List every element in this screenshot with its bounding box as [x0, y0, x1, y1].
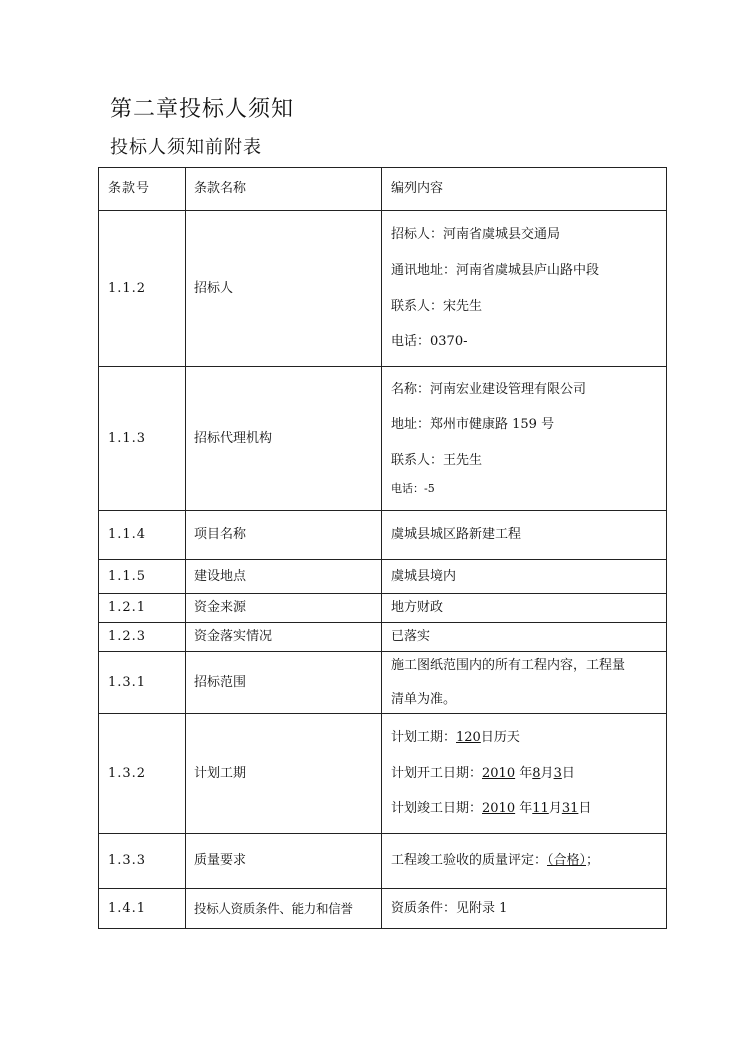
- clause-no: 1.1.3: [99, 367, 186, 511]
- clause-content: 虞城县境内: [382, 560, 667, 594]
- clause-no: 1.3.1: [99, 652, 186, 714]
- clause-content: [382, 211, 667, 367]
- clause-no: 1.2.1: [99, 594, 186, 623]
- clause-no: 1.3.3: [99, 834, 186, 889]
- content-line: 通讯地址：河南省虞城县庐山路中段: [391, 262, 600, 278]
- table-title: 投标人须知前附表: [110, 137, 262, 158]
- content-line: 联系人：王先生: [391, 452, 483, 468]
- clause-content: [382, 652, 667, 714]
- clause-name: 招标人: [186, 211, 382, 367]
- content-line: 施工图纸范围内的所有工程内容，工程量: [391, 657, 626, 673]
- instructions-table: [98, 167, 667, 929]
- table-row: [99, 211, 667, 367]
- content-line: 电话：-5: [391, 482, 435, 496]
- header-clause-no: 条款号: [99, 168, 186, 211]
- label: 计划开工日期：: [391, 765, 483, 781]
- label: 计划工期：: [391, 730, 457, 746]
- content-line: 清单为准。: [391, 691, 457, 707]
- label: 月: [540, 765, 554, 781]
- clause-name: 招标代理机构: [186, 367, 382, 511]
- table-row: [99, 367, 667, 511]
- clause-no: 1.2.3: [99, 623, 186, 652]
- clause-content: [382, 834, 667, 889]
- table-header-row: [99, 168, 667, 211]
- content-line: 联系人：宋先生: [391, 298, 483, 314]
- clause-name: 质量要求: [186, 834, 382, 889]
- duration-days: 120: [456, 730, 481, 746]
- content-line: 电话：0370-: [391, 334, 468, 350]
- end-month: 11: [532, 801, 549, 817]
- clause-no: 1.1.4: [99, 511, 186, 560]
- header-clause-name: 条款名称: [186, 168, 382, 211]
- table-row: [99, 560, 667, 594]
- clause-no: 1.3.2: [99, 714, 186, 834]
- header-content: 编列内容: [382, 168, 667, 211]
- table-row: [99, 889, 667, 929]
- chapter-title: 第二章投标人须知: [110, 97, 295, 122]
- clause-content: 虞城县城区路新建工程: [382, 511, 667, 560]
- clause-name: 资金落实情况: [186, 623, 382, 652]
- label: 年: [519, 765, 533, 781]
- clause-name: 计划工期: [186, 714, 382, 834]
- label: 工程竣工验收的质量评定：: [391, 853, 548, 869]
- end-year: 2010: [482, 801, 516, 817]
- clause-content: [382, 714, 667, 834]
- end-day: 31: [561, 801, 579, 817]
- label: 月: [548, 801, 562, 817]
- planned-end-date: [391, 801, 666, 817]
- table-row: [99, 834, 667, 889]
- clause-name: 项目名称: [186, 511, 382, 560]
- clause-content: 已落实: [382, 623, 667, 652]
- clause-content: [382, 367, 667, 511]
- planned-start-date: [391, 766, 666, 782]
- start-day: 3: [553, 765, 562, 781]
- clause-content: 资质条件：见附录 1: [382, 889, 667, 929]
- clause-name: 投标人资质条件、能力和信誉: [186, 889, 382, 929]
- table-row: [99, 594, 667, 623]
- start-month: 8: [532, 765, 541, 781]
- table-row: [99, 511, 667, 560]
- label: ；: [586, 853, 600, 869]
- label: 年: [519, 801, 533, 817]
- clause-content: 地方财政: [382, 594, 667, 623]
- label: 日历天: [480, 730, 520, 746]
- content-line: 招标人：河南省虞城县交通局: [391, 227, 561, 243]
- clause-no: 1.1.2: [99, 211, 186, 367]
- clause-name: 资金来源: [186, 594, 382, 623]
- content-line: 地址：郑州市健康路 159 号: [391, 417, 555, 433]
- label: 日: [561, 765, 575, 781]
- label: 计划竣工日期：: [391, 801, 483, 817]
- planned-duration: [391, 730, 666, 746]
- content-line: 名称：河南宏业建设管理有限公司: [391, 381, 587, 397]
- quality-value: （合格）: [547, 853, 587, 869]
- clause-no: 1.1.5: [99, 560, 186, 594]
- start-year: 2010: [482, 765, 516, 781]
- table-row: [99, 652, 667, 714]
- clause-name: 招标范围: [186, 652, 382, 714]
- clause-name: 建设地点: [186, 560, 382, 594]
- table-row: [99, 623, 667, 652]
- label: 日: [578, 801, 592, 817]
- clause-no: 1.4.1: [99, 889, 186, 929]
- table-row: [99, 714, 667, 834]
